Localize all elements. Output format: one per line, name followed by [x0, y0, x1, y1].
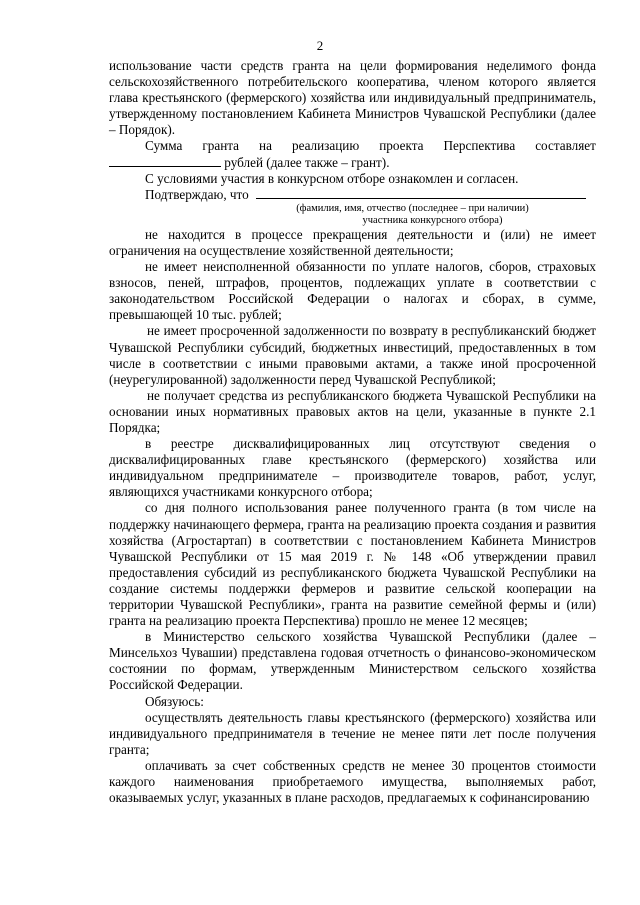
paragraph-disqualified-registry: в реестре дисквалифицированных лиц отсутствуют сведения о дисквалифицированных главе крестьянского (фермерского) хозяйства или индивидуальном предпринимателе – производителе товаров, работ, услуг, являющихся участниками конкурсного отбора;: [109, 436, 596, 500]
paragraph-obligation-cofinancing: оплачивать за счет собственных средств не менее 30 процентов стоимости каждого наименования приобретаемого имущества, выполняемых работ, оказываемых услуг, указанных в плане расходов, предлагаемых к софинансированию: [109, 757, 596, 806]
participant-name-caption: (фамилия, имя, отчество (последнее – при наличии): [296, 202, 529, 214]
grant-amount-blank[interactable]: [109, 155, 221, 167]
page-number: 2: [316, 38, 324, 53]
participant-name-blank[interactable]: [256, 187, 586, 199]
paragraph-obligation-activity: осуществлять деятельность главы крестьянского (фермерского) хозяйства или индивидуального предпринимателя в течение не менее пяти лет после получения гранта;: [109, 709, 596, 757]
grant-amount-tail: рублей (далее также – грант).: [224, 154, 390, 170]
paragraph-fund-usage: использование части средств гранта на цели формирования неделимого фонда сельскохозяйственного потребительского кооператива, членом которого является глава крестьянского (фермерского) хозяйства или индивидуальный предприниматель, утвержденному постановлением Кабинета Министров Чувашской Республики (далее – Порядок).: [109, 58, 596, 138]
paragraph-grant-amount: [109, 138, 596, 154]
paragraph-no-termination: не находится в процессе прекращения деятельности и (или) не имеет ограничения на осуществление хозяйственной деятельности;: [109, 226, 596, 258]
paragraph-previous-grant: со дня полного использования ранее полученного гранта (в том числе на поддержку начинающего фермера, гранта на реализацию проекта создания и развития хозяйства (Агростартап) в соответствии с постановлением Кабинета Министров Чувашской Республики от 15 мая 2019 г. № 148 «Об утверждении правил предоставления субсидий из республиканского бюджета Чувашской Республики на создание системы поддержки фермеров и развитие сельской кооперации на территории Чувашской Республики», гранта на развитие семейной фермы и (или) гранта на реализацию проекта Перспектива) прошло не менее 12 месяцев;: [109, 500, 596, 629]
grant-amount-line: [109, 155, 596, 171]
participant-name-caption-2: участника конкурсного отбора): [362, 214, 503, 226]
paragraph-no-tax-debt: не имеет неисполненной обязанности по уплате налогов, сборов, страховых взносов, пеней, штрафов, процентов, подлежащих уплате в соответствии с законодательством Российской Федерации о налогах и сборах, в сумме, превышающей 10 тыс. рублей;: [109, 259, 596, 323]
word: Сумма: [145, 138, 183, 154]
paragraph-annual-report: в Министерство сельского хозяйства Чувашской Республики (далее – Минсельхоз Чувашии) представлена годовая отчетность о финансово-экономическом состоянии по формам, утвержденным Министерством сельского хозяйства Российской Федерации.: [109, 629, 596, 693]
word: составляет: [535, 138, 596, 154]
word: реализацию: [291, 138, 360, 154]
word: на: [259, 138, 272, 154]
paragraph-obligations-heading: Обязуюсь:: [145, 693, 204, 709]
word: гранта: [202, 138, 240, 154]
paragraph-confirm: [109, 187, 596, 203]
word: проекта: [379, 138, 424, 154]
paragraph-no-other-funds: не получает средства из республиканского бюджета Чувашской Республики на основании иных нормативных правовых актов на цели, указанные в пункте 2.1 Порядка;: [109, 387, 596, 435]
paragraph-no-budget-debt: не имеет просроченной задолженности по возврату в республиканский бюджет Чувашской Республики субсидий, бюджетных инвестиций, предоставленных в том числе в соответствии с иными правовыми актами, а также иной просроченной (неурегулированной) задолженности перед Чувашской Республикой;: [109, 323, 596, 387]
word: Перспектива: [443, 138, 516, 154]
document-body: [109, 58, 596, 806]
confirm-lead: Подтверждаю, что: [145, 186, 249, 202]
paragraph-agreement: С условиями участия в конкурсном отборе ознакомлен и согласен.: [145, 170, 519, 186]
